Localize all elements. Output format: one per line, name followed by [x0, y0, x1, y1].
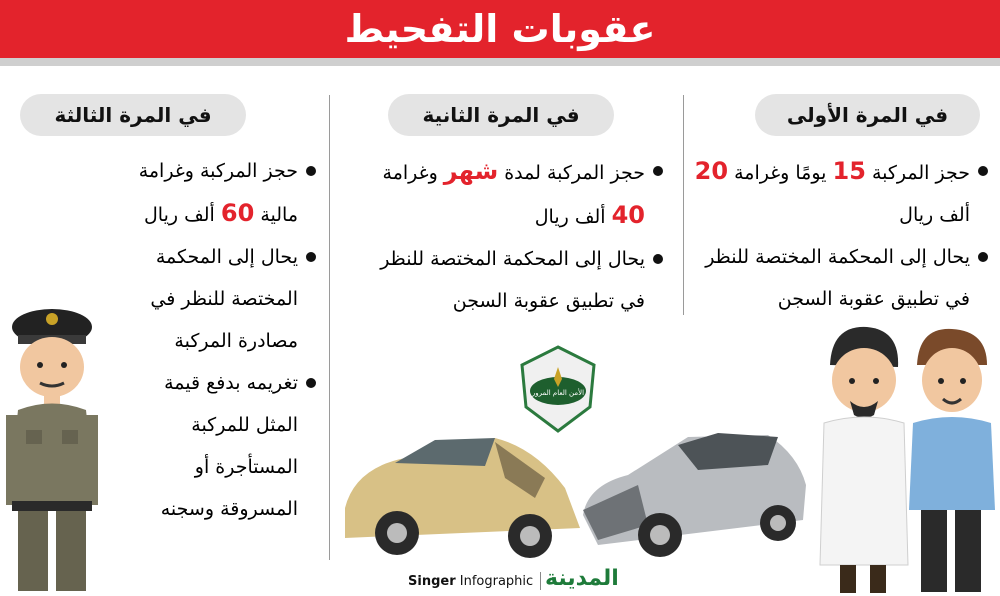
second-time-list [350, 150, 665, 322]
highlight-number: 40 [611, 201, 645, 229]
man-in-blue-shirt-illustration [907, 325, 997, 595]
svg-text:الأمن العام المرور: الأمن العام المرور [531, 389, 585, 397]
list-item: يحال إلى المحكمة المختصة للنظر في تطبيق عقوبة السجن [350, 238, 665, 322]
footer-divider [540, 572, 541, 590]
footer-brand-singer: Singer [408, 574, 456, 589]
highlight-number: 60 [220, 199, 255, 227]
list-item: حجز المركبة لمدة شهر وغرامة 40 ألف ريال [350, 150, 665, 238]
title-underline [0, 58, 1000, 66]
highlight-number: 20 [694, 157, 729, 185]
footer-credit [408, 574, 533, 589]
heading-second-time: في المرة الثانية [388, 94, 614, 136]
man-in-thobe-illustration [812, 325, 912, 595]
heading-first-time: في المرة الأولى [755, 94, 980, 136]
third-time-list [118, 150, 318, 530]
highlight-number: 15 [832, 157, 866, 185]
list-item: حجز المركبة وغرامة مالية 60 ألف ريال [118, 150, 318, 236]
column-divider [329, 95, 330, 560]
list-item: يحال إلى المحكمة المختصة للنظر في تطبيق عقوبة السجن [690, 236, 990, 320]
footer-brand-infographic: Infographic [459, 574, 534, 589]
column-divider [683, 95, 684, 315]
police-officer-illustration [0, 305, 110, 595]
golden-crashed-car-illustration [335, 418, 585, 568]
list-item: تغريمه بدفع قيمة المثل للمركبة المستأجرة أو المسروقة وسجنه [118, 362, 318, 530]
first-time-list [690, 150, 990, 320]
list-item: يحال إلى المحكمة المختصة للنظر في مصادرة المركبة [118, 236, 318, 362]
silver-crashed-car-illustration [578, 415, 810, 565]
list-item: حجز المركبة 15 يومًا وغرامة 20 ألف ريال [690, 150, 990, 236]
highlight-word: شهر [443, 157, 499, 185]
heading-third-time: في المرة الثالثة [20, 94, 246, 136]
almadina-logo: المدينة [545, 566, 619, 591]
page-title: عقوبات التفحيط [344, 7, 656, 51]
